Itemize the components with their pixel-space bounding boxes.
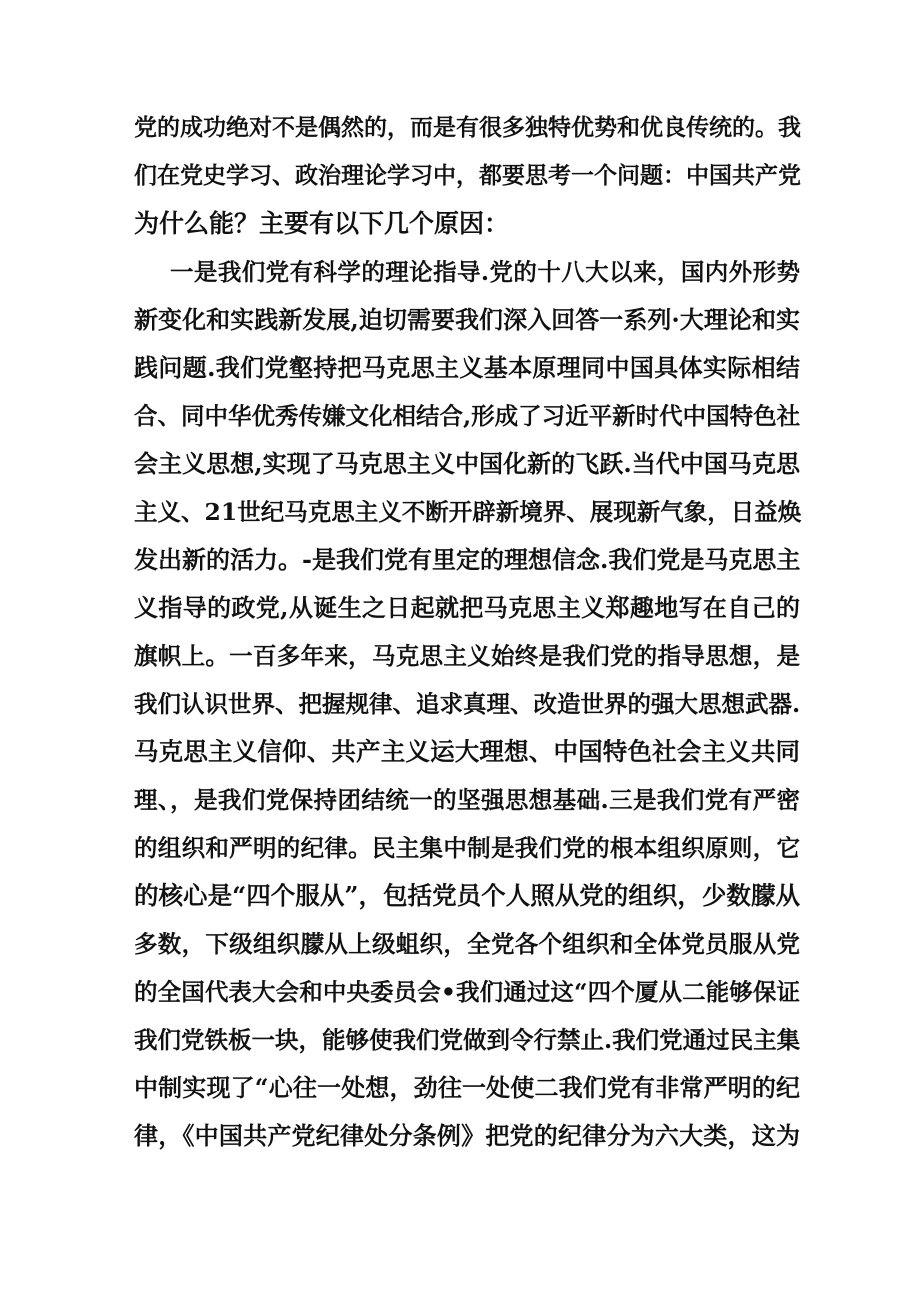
text-line: 会主义思想,实现了马克思主义中国化新的飞跃.当代中国马克思	[134, 449, 800, 478]
text-line: 党的成功绝对不是偶然的，而是有很多独特优势和优良传统的。我	[134, 114, 801, 141]
text-line: 中制实现了“心往一处想，劲往一处使二我们党有非常严明的纪	[134, 1073, 800, 1102]
text-line: 新变化和实践新发展,迫切需要我们深入回答一系列·大理论和实	[134, 305, 800, 334]
text-line: 马克思主义信仰、共产主义运大理想、中国特色社会主义共同	[134, 737, 800, 766]
text-line: 一是我们党有科学的理论指导.党的十八大以来，国内外形势	[170, 258, 800, 286]
text-line: 的核心是“四个服从”，包括党员个人照从党的组织，少数朦从	[134, 881, 800, 910]
text-line: 旗帜上。一百多年来，马克思主义始终是我们党的指导思想，是	[134, 642, 800, 670]
text-line: 的全国代表大会和中央委员会•我们通过这“四个厦从二能够保证	[134, 978, 800, 1006]
text-line: 我们认识世界、把握规律、追求真理、改造世界的强大思想武器.	[134, 690, 801, 718]
text-line: 们在党史学习、政治理论学习中，都要思考一个问题：中国共产党	[134, 162, 801, 189]
text-line: 践问题.我们党壑持把马克思主义基本原理同中国具体实际相结	[134, 353, 800, 382]
text-line: 多数，下级组织朦从上级蛆织，全党各个组织和全体党员服从党	[134, 930, 800, 958]
document-body	[134, 104, 800, 1160]
text-line: 律，《中国共产党纪律处分条例》把党的纪律分为六大类，这为	[134, 1121, 800, 1150]
text-line: 理、，是我们党保持团结统一的坚强思想基础.三是我们党有严密	[134, 786, 800, 814]
text-line: 为什么能？主要有以下几个原因：	[134, 209, 510, 238]
text-line: 的组织和严明的纪律。民主集中制是我们党的根本组织原则，它	[134, 834, 800, 862]
text-line: 发出新的活力。-是我们党有里定的理想信念.我们党是马克思主	[134, 545, 801, 574]
text-line: 合、同中华优秀传嫌文化相结合,形成了习近平新时代中国特色社	[134, 402, 801, 430]
text-line: 义指导的政党,从诞生之日起就把马克思主义郑趣地写在自己的	[134, 593, 800, 622]
text-line: 我们党铁板一块，能够使我们党做到令行禁止.我们党通过民主集	[134, 1026, 801, 1054]
text-line: 主义、21世纪马克思主义不断开辟新境界、展现新气象，日益焕	[134, 498, 802, 526]
